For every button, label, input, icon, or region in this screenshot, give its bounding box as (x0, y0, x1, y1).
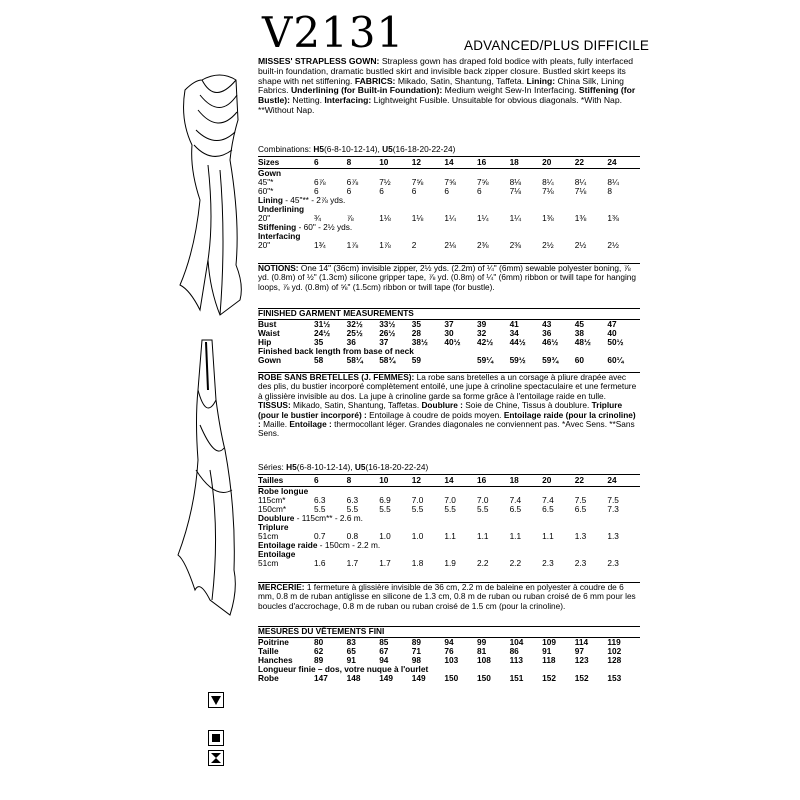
cell-value: 7½ (379, 177, 391, 187)
group-detail: - 45"** - 2⅞ yds. (282, 195, 346, 205)
cell-value: 7⅝ (411, 177, 424, 187)
cell-value: 31½ (314, 318, 331, 329)
cell-value: 6 (476, 186, 482, 196)
group-label-text: Underlining (258, 204, 305, 214)
pattern-code: V2131 (262, 8, 405, 57)
cell-value: 1.1 (542, 531, 554, 541)
stiffening-row (258, 223, 640, 232)
cell-value: 152 (574, 672, 589, 683)
series-sizes-u5: (16-18-20-22-24) (365, 462, 429, 472)
cell-value: 6.5 (574, 504, 587, 514)
cell-value: 5.5 (346, 504, 359, 514)
group-label-text: Lining (258, 195, 283, 205)
series-code-h5: H5 (286, 462, 297, 472)
row-label: Hanches (258, 654, 293, 665)
row-label: Gown (258, 354, 282, 365)
cell-value: 6 (314, 157, 347, 169)
english-title: MISSES' STRAPLESS GOWN: (258, 56, 380, 66)
cell-value: 20 (542, 475, 575, 487)
cell-value: 76 (444, 645, 454, 656)
cell-value: 50½ (607, 336, 624, 347)
cell-value: 1⅜ (542, 213, 554, 223)
cell-value: 7.0 (444, 495, 456, 505)
series-code-u5: U5 (354, 462, 366, 472)
cell-value: 1⅜ (574, 213, 587, 223)
cell-value: 35 (411, 318, 422, 329)
cell-value: 8 (607, 186, 612, 196)
row-label: 20" (258, 240, 271, 250)
cell-value: 59¾ (542, 354, 559, 365)
cell-value: 7⅝ (444, 177, 456, 187)
row-label: 20" (258, 213, 271, 223)
cell-value: 58 (314, 354, 324, 365)
cell-value: 5.5 (314, 504, 326, 514)
cell-value: 6⅞ (314, 177, 326, 187)
cell-value: 30 (444, 327, 454, 338)
cell-value: 60 (574, 354, 584, 365)
cell-value: 5.5 (444, 504, 456, 514)
raide-row (258, 541, 640, 550)
cell-value: 2⅛ (444, 240, 456, 250)
group-label (258, 196, 640, 205)
cell-value: 5.5 (476, 504, 489, 514)
cell-value: 67 (379, 645, 389, 656)
cell-value: 150 (444, 672, 459, 683)
interfacing-yardage-row (258, 241, 640, 250)
cell-value: 41 (509, 318, 519, 329)
cell-value: 7⅛ (509, 186, 522, 196)
combo-code-u5: U5 (382, 144, 393, 154)
lining-row (258, 196, 640, 205)
cell-value: 104 (509, 636, 524, 647)
cell-value: 32 (476, 327, 487, 338)
cell-value: 37 (379, 336, 389, 347)
cell-value: 1¾ (314, 240, 326, 250)
raide-text: Maille. (263, 419, 288, 430)
cell-value: 38½ (411, 336, 428, 347)
cell-value: 39 (476, 318, 487, 329)
cell-value: 7.4 (542, 495, 554, 505)
cell-value: 40 (607, 327, 617, 338)
cell-value: 151 (509, 672, 524, 683)
cell-value: 25½ (346, 327, 363, 338)
cell-value: 36 (542, 327, 552, 338)
group-label-text: Triplure (258, 522, 289, 532)
down-triangle-icon (208, 692, 224, 708)
cell-value: 1⅞ (346, 240, 359, 250)
cell-value: 1⅜ (607, 213, 619, 223)
cell-value: 34 (509, 327, 519, 338)
mesures-title: MESURES DU VÊTEMENTS FINI (258, 627, 640, 638)
cell-value: 152 (542, 672, 556, 683)
english-description (258, 57, 640, 116)
cell-value: 6 (379, 186, 384, 196)
cell-value: 103 (444, 654, 459, 665)
cell-value: 60¼ (607, 354, 624, 365)
cell-value: 6 (346, 186, 352, 196)
cell-value: 1.8 (411, 558, 424, 568)
cell-value: 128 (607, 654, 622, 665)
fabrics-text: Mikado, Satin, Shantung, Taffeta. (397, 75, 525, 86)
cell-value: 2.3 (607, 558, 619, 568)
cell-value: 7.0 (476, 495, 489, 505)
cell-value: 1.1 (509, 531, 522, 541)
cell-value: 150 (476, 672, 491, 683)
french-yardage-section (258, 474, 640, 568)
mercerie-label: MERCERIE: (258, 582, 305, 592)
english-description-text: Strapless gown has draped fold bodice with pleats, fully interfaced built-in foundation, dramatic bustled skirt and invisible back zipper closure. Bustled skirt keeps its shape with net stiffening. (258, 56, 634, 86)
cell-value: 2½ (542, 240, 554, 250)
cell-value: 85 (379, 636, 389, 647)
entoilage-text: thermocollant léger. Grandes diagonales ne conviennent pas. *Avec Sens. **Sans Sens. (258, 419, 635, 439)
combinations-line (258, 144, 640, 154)
cell-value: 7⅛ (542, 186, 554, 196)
cell-value: 38 (574, 327, 584, 338)
difficulty-label: ADVANCED/PLUS DIFFICILE (464, 38, 650, 53)
cell-value: 8 (347, 475, 380, 487)
combinations-label: Combinations: (258, 144, 312, 154)
raide-label: Entoilage raide (pour la crinoline) : (258, 409, 636, 430)
cell-value: 20 (542, 157, 575, 169)
triplure-text: Entoilage à coudre de poids moyen. (369, 409, 502, 420)
row-label: Robe (258, 672, 279, 683)
mercerie-text: 1 fermeture à glissière invisible de 36 cm, 2.2 m de baleine en polyester à coudre de 6 mm, 0.8 m de ruban antiglisse en silicone de 1.3 cm, 0.8 m de ruban ou ruban croisé de 6 mm pour les boucles d'accrochage, 0.8 m de ruban ou ruban croisé de 1.5 cm (pour la crinoline). (258, 582, 636, 611)
row-label: Tailles (258, 475, 314, 487)
group-detail: - 150cm - 2.2 m. (317, 540, 381, 550)
notions-label: NOTIONS: (258, 263, 299, 273)
cell-value: 7.5 (607, 495, 619, 505)
cell-value: 45 (574, 318, 584, 329)
cell-value: 1.0 (411, 531, 424, 541)
cell-value: 47 (607, 318, 617, 329)
cell-value: 16 (477, 475, 510, 487)
longueur-row (258, 674, 640, 683)
cell-value: 0.8 (346, 531, 359, 541)
cell-value: 6 (314, 186, 319, 196)
stiffening-label: Stiffening (for Bustle): (258, 85, 636, 106)
row-label: 115cm* (258, 495, 286, 505)
cell-value: 94 (379, 654, 389, 665)
french-description (258, 372, 640, 439)
cell-value: 6.5 (542, 504, 554, 514)
group-label (258, 541, 640, 550)
interfacing-text: Lightweight Fusible. Unsuitable for obvious diagonals. *With Nap. **Without Nap. (258, 95, 622, 115)
english-yardage-section (258, 156, 640, 250)
row-label: Sizes (258, 157, 314, 169)
square-icon (208, 730, 224, 746)
cell-value: 94 (444, 636, 454, 647)
row-label: 150cm* (258, 504, 287, 514)
cell-value: 14 (444, 157, 477, 169)
cell-value: 1.1 (444, 531, 456, 541)
cell-value: 16 (477, 157, 510, 169)
row-label: Poitrine (258, 636, 289, 647)
cell-value: 35 (314, 336, 324, 347)
cell-value: 7⅛ (574, 186, 587, 196)
cell-value: 36 (346, 336, 356, 347)
gown-back-illustration (140, 330, 250, 620)
combo-code-h5: H5 (313, 144, 324, 154)
cell-value: 123 (574, 654, 589, 665)
cell-value: 24½ (314, 327, 331, 338)
cell-value: 6.3 (346, 495, 359, 505)
cell-value (444, 356, 477, 365)
combo-sizes-h5: (6-8-10-12-14), (323, 144, 380, 154)
cell-value: 26½ (379, 327, 396, 338)
cell-value: 148 (346, 672, 361, 683)
cell-value: ¾ (314, 213, 321, 223)
row-label: Taille (258, 645, 279, 656)
cell-value: 2½ (574, 240, 587, 250)
underlining-label: Underlining (for Built-in Foundation): (290, 85, 443, 96)
cell-value: 80 (314, 636, 324, 647)
tailles-header-row (258, 475, 640, 487)
finished-measurements-title: FINISHED GARMENT MEASUREMENTS (258, 309, 640, 320)
cell-value: 83 (346, 636, 356, 647)
mesures-table (258, 638, 640, 683)
cell-value: 5.5 (379, 504, 391, 514)
cell-value: 1.3 (607, 531, 619, 541)
cell-value: 1.7 (346, 558, 359, 568)
cell-value: 149 (379, 672, 394, 683)
cell-value: 43 (542, 318, 552, 329)
group-label-text: Longueur finie – dos, votre nuque à l'ourlet (258, 663, 429, 674)
cell-value: 44½ (509, 336, 526, 347)
group-label-text: Doublure (258, 513, 295, 523)
fabrics-label: FABRICS: (354, 75, 396, 86)
english-yardage-table (258, 156, 640, 250)
gown-front-illustration (140, 50, 250, 330)
series-sizes-h5: (6-8-10-12-14), (296, 462, 353, 472)
group-label-text: Stiffening (258, 222, 297, 232)
cell-value: 81 (476, 645, 487, 656)
doublure-label: Doublure : (421, 400, 463, 411)
cell-value: 8¼ (574, 177, 587, 187)
cell-value: 18 (510, 475, 543, 487)
notions-section (258, 263, 640, 292)
cell-value: 1.7 (379, 558, 391, 568)
cell-value: 59 (411, 354, 422, 365)
cell-value: 32½ (346, 318, 363, 329)
cell-value: 7.3 (607, 504, 619, 514)
cell-value: 102 (607, 645, 622, 656)
cell-value: 22 (575, 157, 608, 169)
cell-value: 1¼ (509, 213, 522, 223)
cell-value: 2.2 (509, 558, 522, 568)
row-label: 51cm (258, 531, 279, 541)
cell-value: 6.3 (314, 495, 326, 505)
cell-value: 1¼ (476, 213, 489, 223)
cell-value: 59½ (509, 354, 526, 365)
tissus-label: TISSUS: (258, 400, 291, 411)
cell-value: 7.5 (574, 495, 587, 505)
cell-value: 24 (607, 157, 640, 169)
cell-value: 59¼ (476, 354, 494, 365)
finished-measurements-section (258, 308, 640, 365)
french-yardage-table (258, 474, 640, 568)
cell-value: 0.7 (314, 531, 326, 541)
cell-value: 118 (542, 654, 556, 665)
row-label: 60"* (258, 186, 274, 196)
back-length-row (258, 356, 640, 365)
row-label: 51cm (258, 558, 279, 568)
cell-value: 71 (411, 645, 422, 656)
cell-value: 98 (411, 654, 422, 665)
cell-value: 114 (574, 636, 589, 647)
cell-value: 147 (314, 672, 328, 683)
cell-value: 6.9 (379, 495, 391, 505)
cell-value: 24 (607, 475, 640, 487)
group-label-text: Entoilage (258, 549, 296, 559)
cell-value: 91 (542, 645, 552, 656)
sizes-header-row (258, 157, 640, 169)
cell-value: 58¼ (346, 354, 363, 365)
cell-value: 1⅞ (379, 240, 391, 250)
cell-value: 6 (444, 186, 449, 196)
cell-value: 6.5 (509, 504, 522, 514)
group-detail: - 115cm** - 2.6 m. (294, 513, 363, 523)
series-line (258, 462, 640, 472)
cell-value: 7.4 (509, 495, 522, 505)
cell-value: 91 (346, 654, 356, 665)
cell-value: 8⅛ (509, 177, 522, 187)
cell-value: 1.1 (476, 531, 489, 541)
cell-value: 18 (510, 157, 543, 169)
cell-value: 8¼ (542, 177, 554, 187)
entoilage-yardage-row (258, 559, 640, 568)
group-label (258, 514, 640, 523)
row-label: 45"* (258, 177, 274, 187)
cell-value: 48½ (574, 336, 591, 347)
interfacing-label: Interfacing: (324, 95, 372, 106)
cell-value: 1.9 (444, 558, 456, 568)
cell-value: 89 (411, 636, 422, 647)
cell-value: 1.3 (574, 531, 587, 541)
french-description-text: La robe sans bretelles a un corsage à pliure drapée avec des plis, du bustier incorporé complètement entoilé, une jupe à crinoline spectaculaire et une fermeture à glissière invisible au dos. La jupe à crinoline garde sa forme grâce à l'entoilage raide en tulle. (258, 372, 637, 401)
cell-value: 86 (509, 645, 519, 656)
cell-value: 10 (379, 475, 412, 487)
cell-value: 12 (412, 157, 445, 169)
cell-value: 7⅝ (476, 177, 489, 187)
cell-value: 97 (574, 645, 584, 656)
french-title: ROBE SANS BRETELLES (J. FEMMES): (258, 372, 415, 382)
lining-label: Lining: (526, 75, 556, 86)
cell-value: 40½ (444, 336, 461, 347)
group-label-text: Robe longue (258, 486, 309, 496)
group-label (258, 223, 640, 232)
cell-value: 5.5 (411, 504, 424, 514)
cell-value: 149 (411, 672, 426, 683)
cell-value: 10 (379, 157, 412, 169)
cell-value: 14 (444, 475, 477, 487)
doublure-row (258, 514, 640, 523)
cell-value: 33½ (379, 318, 396, 329)
group-label-text: Gown (258, 168, 282, 178)
tissus-text: Mikado, Satin, Shantung, Taffetas. (293, 400, 420, 411)
group-label-text: Finished back length from base of neck (258, 345, 414, 356)
mercerie-section (258, 582, 640, 611)
cell-value: 62 (314, 645, 324, 656)
cell-value: 6 (314, 475, 347, 487)
cell-value: 22 (575, 475, 608, 487)
triplure-label: Triplure (pour le bustier incorporé) : (258, 400, 623, 420)
stiffening-text: Netting. (292, 95, 323, 106)
cell-value: 58¾ (379, 354, 396, 365)
combo-sizes-u5: (16-18-20-22-24) (392, 144, 456, 154)
cell-value: 153 (607, 672, 622, 683)
cell-value: 8 (347, 157, 380, 169)
row-label: Bust (258, 318, 277, 329)
cell-value: 2⅜ (476, 240, 489, 250)
group-label-text: Interfacing (258, 231, 301, 241)
cell-value: 1.0 (379, 531, 391, 541)
lining-text: China Silk, Lining Fabrics. (258, 75, 624, 96)
cell-value: 7.0 (411, 495, 424, 505)
cell-value: 2 (411, 240, 417, 250)
cell-value: 1⅛ (379, 213, 391, 223)
row-label: Hip (258, 336, 272, 347)
cell-value: 119 (607, 636, 621, 647)
cell-value: 113 (509, 654, 523, 665)
cell-value: 1⅛ (411, 213, 424, 223)
cell-value: 2.3 (574, 558, 587, 568)
cell-value: 2½ (607, 240, 619, 250)
doublure-text: Soie de Chine, Tissus à doublure. (465, 400, 590, 411)
group-detail: - 60" - 2½ yds. (296, 222, 353, 232)
cell-value: 89 (314, 654, 324, 665)
cell-value: 28 (411, 327, 422, 338)
mesures-section (258, 626, 640, 683)
cell-value: 6⅞ (346, 177, 359, 187)
cell-value: 108 (476, 654, 491, 665)
cell-value: ⅞ (346, 213, 354, 223)
cell-value: 1¼ (444, 213, 456, 223)
cell-value: 1.6 (314, 558, 326, 568)
cell-value: 2⅜ (509, 240, 522, 250)
cell-value: 65 (346, 645, 356, 656)
cell-value: 2.2 (476, 558, 489, 568)
cell-value: 42½ (476, 336, 494, 347)
series-label: Séries: (258, 462, 284, 472)
cell-value: 99 (476, 636, 487, 647)
notions-text: One 14" (36cm) invisible zipper, 2½ yds. (2.2m) of ¼" (6mm) sewable polyester boning, ⅞ yd. (0.8m) of ½" (1.3cm) silicone gripper tape, ⅞ yd. (0.8m) of ¼" (6mm) ribbon or twill tape for hanging loops, ⅞ yd. (0.8m) of ⅝" (1.5cm) ribbon or twill tape (for bustle). (258, 263, 637, 292)
cell-value: 46½ (542, 336, 559, 347)
cell-value: 12 (412, 475, 445, 487)
cell-value: 2.3 (542, 558, 554, 568)
group-label-text: Entoilage raide (258, 540, 318, 550)
hourglass-icon (208, 750, 224, 766)
cell-value: 6 (411, 186, 417, 196)
underlining-text: Medium weight Sew-In Interfacing. (444, 85, 577, 96)
cell-value: 109 (542, 636, 556, 647)
row-label: Waist (258, 327, 280, 338)
cell-value: 37 (444, 318, 454, 329)
cell-value: 8¼ (607, 177, 619, 187)
entoilage-label: Entoilage : (289, 419, 332, 430)
finished-measurements-table (258, 320, 640, 365)
